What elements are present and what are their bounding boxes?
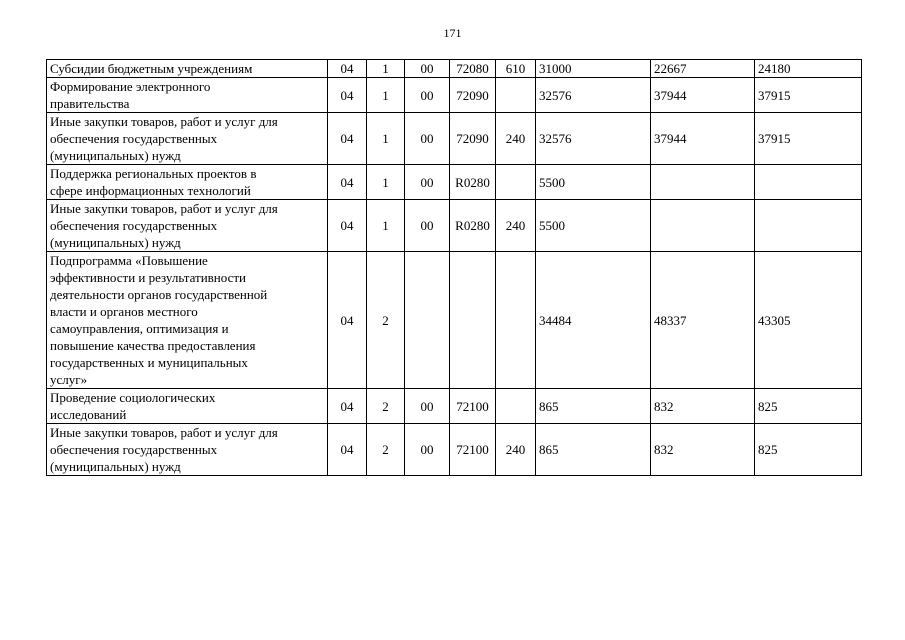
cell-amount-year-3: 825 bbox=[755, 389, 862, 424]
cell-amount-year-2 bbox=[651, 165, 755, 200]
cell-subsection-code: 1 bbox=[367, 200, 405, 252]
item-name-line: сфере информационных технологий bbox=[50, 183, 251, 198]
cell-amount-year-3: 43305 bbox=[755, 252, 862, 389]
item-name-line: деятельности органов государственной bbox=[50, 287, 268, 302]
item-name-line: исследований bbox=[50, 407, 127, 422]
cell-target-code: 72080 bbox=[450, 60, 496, 78]
item-name-line: Иные закупки товаров, работ и услуг для bbox=[50, 425, 278, 440]
cell-expense-type: 240 bbox=[496, 200, 536, 252]
table-row bbox=[47, 252, 862, 389]
cell-section-code: 04 bbox=[328, 200, 367, 252]
cell-amount-year-2: 37944 bbox=[651, 113, 755, 165]
table-row bbox=[47, 60, 862, 78]
item-name-line: Подпрограмма «Повышение bbox=[50, 253, 208, 268]
cell-target-code: 72090 bbox=[450, 113, 496, 165]
cell-program-code: 00 bbox=[405, 78, 450, 113]
cell-section-code: 04 bbox=[328, 60, 367, 78]
cell-program-code: 00 bbox=[405, 424, 450, 476]
cell-target-code: 72090 bbox=[450, 78, 496, 113]
cell-subsection-code: 1 bbox=[367, 60, 405, 78]
item-name-line: повышение качества предоставления bbox=[50, 338, 256, 353]
item-name-line: эффективности и результативности bbox=[50, 270, 246, 285]
item-name-line: самоуправления, оптимизация и bbox=[50, 321, 229, 336]
cell-subsection-code: 1 bbox=[367, 165, 405, 200]
table-row bbox=[47, 113, 862, 165]
cell-expense-type bbox=[496, 252, 536, 389]
cell-expense-type bbox=[496, 165, 536, 200]
cell-amount-year-2 bbox=[651, 200, 755, 252]
cell-target-code: 72100 bbox=[450, 389, 496, 424]
item-name-line: (муниципальных) нужд bbox=[50, 459, 181, 474]
cell-item-name bbox=[47, 389, 328, 424]
cell-amount-year-1: 31000 bbox=[536, 60, 651, 78]
cell-amount-year-2: 22667 bbox=[651, 60, 755, 78]
item-name-line: обеспечения государственных bbox=[50, 131, 218, 146]
cell-item-name bbox=[47, 200, 328, 252]
cell-program-code: 00 bbox=[405, 165, 450, 200]
item-name-line: Субсидии бюджетным учреждениям bbox=[50, 61, 253, 76]
table-body bbox=[47, 60, 862, 476]
cell-subsection-code: 1 bbox=[367, 78, 405, 113]
cell-amount-year-1: 5500 bbox=[536, 200, 651, 252]
cell-section-code: 04 bbox=[328, 424, 367, 476]
item-name-line: Проведение социологических bbox=[50, 390, 216, 405]
cell-expense-type: 610 bbox=[496, 60, 536, 78]
item-name-line: правительства bbox=[50, 96, 130, 111]
item-name-line: Поддержка региональных проектов в bbox=[50, 166, 257, 181]
budget-table bbox=[46, 59, 862, 476]
cell-amount-year-2: 37944 bbox=[651, 78, 755, 113]
cell-amount-year-3 bbox=[755, 165, 862, 200]
item-name-line: Формирование электронного bbox=[50, 79, 211, 94]
cell-target-code bbox=[450, 252, 496, 389]
cell-amount-year-1: 865 bbox=[536, 424, 651, 476]
item-name-line: услуг» bbox=[50, 372, 88, 387]
cell-amount-year-3: 37915 bbox=[755, 78, 862, 113]
cell-expense-type bbox=[496, 389, 536, 424]
item-name-line: Иные закупки товаров, работ и услуг для bbox=[50, 201, 278, 216]
cell-amount-year-1: 5500 bbox=[536, 165, 651, 200]
cell-amount-year-1: 865 bbox=[536, 389, 651, 424]
table-row bbox=[47, 424, 862, 476]
cell-amount-year-1: 34484 bbox=[536, 252, 651, 389]
item-name-line: обеспечения государственных bbox=[50, 218, 218, 233]
cell-amount-year-3: 825 bbox=[755, 424, 862, 476]
cell-target-code: R0280 bbox=[450, 200, 496, 252]
cell-item-name bbox=[47, 252, 328, 389]
cell-amount-year-3: 24180 bbox=[755, 60, 862, 78]
cell-subsection-code: 2 bbox=[367, 424, 405, 476]
cell-amount-year-2: 832 bbox=[651, 424, 755, 476]
cell-amount-year-2: 832 bbox=[651, 389, 755, 424]
table-row bbox=[47, 78, 862, 113]
cell-section-code: 04 bbox=[328, 389, 367, 424]
cell-subsection-code: 1 bbox=[367, 113, 405, 165]
cell-program-code: 00 bbox=[405, 389, 450, 424]
cell-expense-type: 240 bbox=[496, 113, 536, 165]
cell-target-code: R0280 bbox=[450, 165, 496, 200]
cell-item-name bbox=[47, 113, 328, 165]
cell-section-code: 04 bbox=[328, 113, 367, 165]
item-name-line: государственных и муниципальных bbox=[50, 355, 248, 370]
cell-subsection-code: 2 bbox=[367, 252, 405, 389]
cell-section-code: 04 bbox=[328, 165, 367, 200]
cell-program-code bbox=[405, 252, 450, 389]
item-name-line: власти и органов местного bbox=[50, 304, 198, 319]
cell-amount-year-3: 37915 bbox=[755, 113, 862, 165]
page-number: 171 bbox=[443, 26, 462, 40]
cell-section-code: 04 bbox=[328, 78, 367, 113]
cell-subsection-code: 2 bbox=[367, 389, 405, 424]
cell-amount-year-2: 48337 bbox=[651, 252, 755, 389]
cell-section-code: 04 bbox=[328, 252, 367, 389]
cell-item-name bbox=[47, 165, 328, 200]
item-name-line: (муниципальных) нужд bbox=[50, 148, 181, 163]
cell-program-code: 00 bbox=[405, 200, 450, 252]
cell-item-name bbox=[47, 424, 328, 476]
cell-item-name bbox=[47, 60, 328, 78]
table-row bbox=[47, 389, 862, 424]
cell-item-name bbox=[47, 78, 328, 113]
cell-program-code: 00 bbox=[405, 113, 450, 165]
cell-expense-type bbox=[496, 78, 536, 113]
table-row bbox=[47, 200, 862, 252]
table-row bbox=[47, 165, 862, 200]
cell-program-code: 00 bbox=[405, 60, 450, 78]
item-name-line: обеспечения государственных bbox=[50, 442, 218, 457]
cell-amount-year-3 bbox=[755, 200, 862, 252]
cell-expense-type: 240 bbox=[496, 424, 536, 476]
item-name-line: Иные закупки товаров, работ и услуг для bbox=[50, 114, 278, 129]
cell-amount-year-1: 32576 bbox=[536, 78, 651, 113]
cell-target-code: 72100 bbox=[450, 424, 496, 476]
item-name-line: (муниципальных) нужд bbox=[50, 235, 181, 250]
cell-amount-year-1: 32576 bbox=[536, 113, 651, 165]
